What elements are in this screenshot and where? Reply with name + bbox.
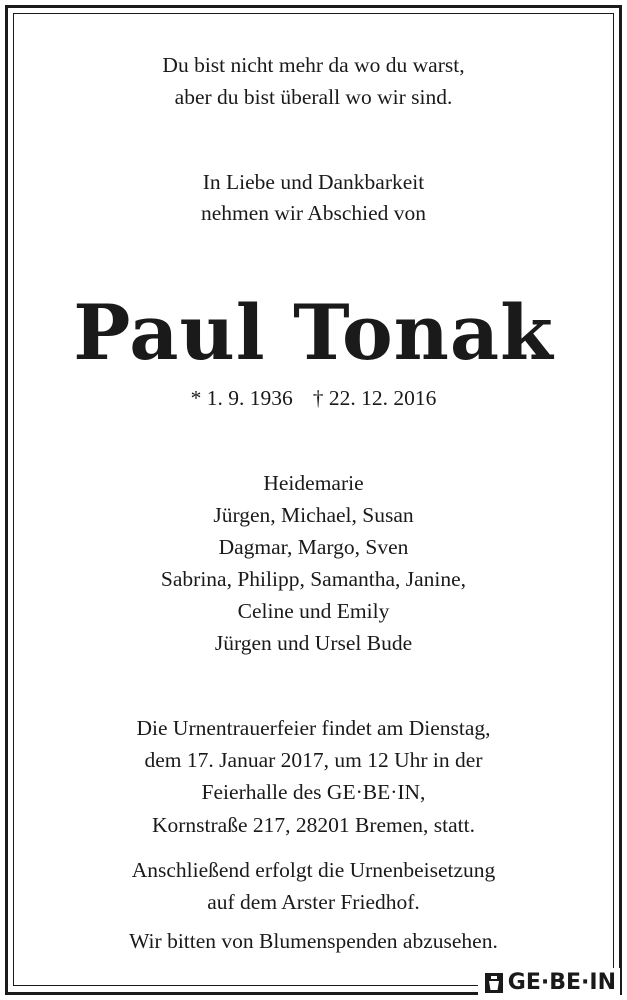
verse-line-1: Du bist nicht mehr da wo du warst, — [162, 53, 465, 77]
gebein-logo — [478, 968, 620, 998]
mourner-line-1: Heidemarie — [263, 471, 364, 495]
service-line-1: Die Urnentrauerfeier findet am Dienstag, — [136, 716, 491, 740]
mourner-line-3: Dagmar, Margo, Sven — [218, 535, 409, 559]
burial-line-2: auf dem Arster Friedhof. — [207, 890, 420, 914]
mourner-line-2: Jürgen, Michael, Susan — [213, 503, 414, 527]
birth-date: * 1. 9. 1936 — [190, 386, 293, 410]
flowers-note: Wir bitten von Blumenspenden abzusehen. — [129, 929, 498, 953]
service-line-2: dem 17. Januar 2017, um 12 Uhr in der — [144, 748, 483, 772]
intro-line-2: nehmen wir Abschied von — [200, 201, 427, 225]
service-line-3: Feierhalle des GE·BE·IN, — [201, 780, 426, 804]
mourner-line-5: Celine und Emily — [237, 599, 390, 623]
service-line-4: Kornstraße 217, 28201 Bremen, statt. — [151, 813, 476, 837]
verse-line-2: aber du bist überall wo wir sind. — [174, 85, 453, 109]
mourner-line-4: Sabrina, Philipp, Samantha, Janine, — [160, 567, 467, 591]
deceased-name: Paul Tonak — [73, 288, 554, 377]
mourner-line-6: Jürgen und Ursel Bude — [214, 631, 413, 655]
urn-logo-icon — [484, 972, 504, 994]
death-date: † 22. 12. 2016 — [312, 386, 437, 410]
burial-line-1: Anschließend erfolgt die Urnenbeisetzung — [131, 858, 496, 882]
intro-line-1: In Liebe und Dankbarkeit — [202, 170, 425, 194]
logo-text: GE·BE·IN — [507, 970, 616, 995]
life-dates — [0, 383, 627, 413]
